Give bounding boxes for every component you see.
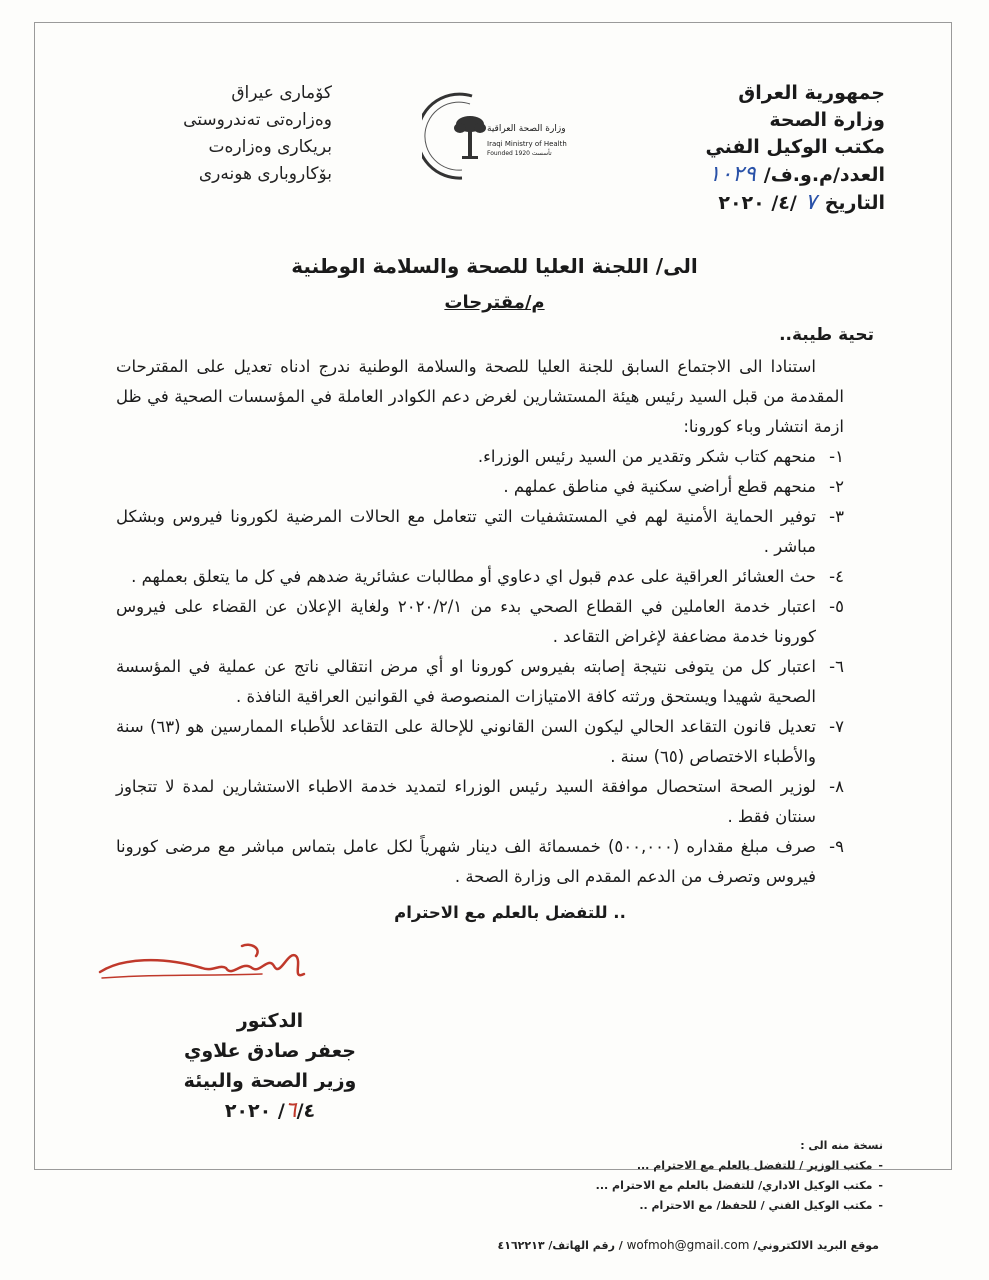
signer-date-rest: /٤/ ٢٠٢٠ bbox=[224, 1100, 316, 1122]
list-item-number: ٤- bbox=[829, 567, 844, 586]
list-item-number: ٣- bbox=[829, 507, 844, 526]
ministry-logo bbox=[422, 86, 582, 186]
cc-row bbox=[363, 1176, 883, 1196]
list-item-text: توفير الحماية الأمنية لهم في المستشفيات التي تتعامل مع الحالات المرضية لكورونا فيروس وبشكل مباشر . bbox=[116, 507, 816, 556]
signer-date-day-handwritten: ٦ bbox=[284, 1098, 297, 1123]
reference-number-label: العدد/م.و.ف/ bbox=[763, 164, 885, 186]
letter-body bbox=[116, 320, 874, 928]
cc-dash: - bbox=[878, 1159, 883, 1172]
list-item-text: منحهم كتاب شكر وتقدير من السيد رئيس الوزراء. bbox=[477, 447, 816, 466]
cc-text: مكتب الوكيل الفني / للحفظ/ مع الاحترام .. bbox=[639, 1199, 873, 1212]
signer-name: جعفر صادق علاوي bbox=[183, 1040, 356, 1062]
list-item-text: اعتبار خدمة العاملين في القطاع الصحي بدء من ٢٠٢٠/٢/١ ولغاية الإعلان عن القضاء على فيروس كورونا خدمة مضاعفة لإغراض التقاعد . bbox=[116, 597, 816, 646]
reference-number-line bbox=[555, 161, 885, 189]
list-item-number: ٦- bbox=[829, 657, 844, 676]
list-item-text: اعتبار كل من يتوفى نتيجة إصابته بفيروس كورونا او أي مرض انتقالي ناتج عن عملية في المؤسسة الصحية شهيدا ويستحق ورثته كافة الامتيازات المنصوصة في القوانين العراقية النافذة . bbox=[116, 657, 816, 706]
list-item-number: ٥- bbox=[829, 597, 844, 616]
reference-number-handwritten: ١٠٢٩ bbox=[708, 162, 756, 187]
letter-subject: م/مقترحات bbox=[444, 292, 545, 313]
list-item-text: لوزير الصحة استحصال موافقة السيد رئيس الوزراء لتمديد خدمة الاطباء الاستشارين لمدة لا تتجاوز سنتان فقط . bbox=[116, 777, 816, 826]
cc-row bbox=[363, 1156, 883, 1176]
header-date-label: التاريخ bbox=[824, 192, 885, 214]
list-item-text: صرف مبلغ مقداره (٥٠٠,٠٠٠) خمسمائة الف دينار شهرياً لكل عامل بتماس مباشر مع مرضى كورونا فيروس وتصرف من الدعم المقدم الى وزارة الصحة . bbox=[116, 837, 816, 886]
list-item bbox=[116, 772, 844, 832]
list-item-number: ١- bbox=[829, 447, 844, 466]
list-item-text: تعديل قانون التقاعد الحالي ليكون السن القانوني للإحالة على التقاعد للأطباء الممارسين هو (٦٣) سنة والأطباء الاختصاص (٦٥) سنة . bbox=[116, 717, 816, 766]
footer-contact bbox=[498, 1238, 879, 1252]
header-left-line-3: بریکاری وەزارەت bbox=[208, 137, 332, 157]
list-item-number: ٧- bbox=[829, 717, 844, 736]
list-item-text: منحهم قطع أراضي سكنية في مناطق عملهم . bbox=[503, 477, 816, 496]
cc-list bbox=[363, 1136, 883, 1216]
list-item-number: ٨- bbox=[829, 777, 844, 796]
closing-line: .. للتفضل بالعلم مع الاحترام bbox=[394, 903, 626, 922]
list-item bbox=[116, 562, 844, 592]
list-item-number: ٩- bbox=[829, 837, 844, 856]
footer-phone: ٤١٦٢٢١٣ bbox=[497, 1239, 545, 1252]
logo-founded-text: Founded 1920 تأسست bbox=[487, 150, 552, 157]
list-item bbox=[116, 442, 844, 472]
list-item-number: ٢- bbox=[829, 477, 844, 496]
list-item bbox=[116, 652, 844, 712]
list-item-text: حث العشائر العراقية على عدم قبول اي دعاوي أو مطالبات عشائرية ضدهم في كل ما يتعلق بعملهم . bbox=[131, 567, 816, 586]
list-item bbox=[116, 592, 844, 652]
list-item bbox=[116, 712, 844, 772]
footer-email-label: موقع البريد الالكتروني/ bbox=[753, 1239, 879, 1252]
signer-title: الدكتور bbox=[236, 1010, 304, 1032]
cc-dash: - bbox=[878, 1199, 883, 1212]
logo-arabic-text: وزارة الصحة العراقية bbox=[487, 124, 566, 134]
cc-text: مكتب الوكيل الاداري/ للتفضل بالعلم مع الاحترام ... bbox=[595, 1179, 873, 1192]
signer-block bbox=[140, 1006, 400, 1126]
header-left-line-4: بۆکاروباری هونەری bbox=[198, 164, 332, 184]
list-item bbox=[116, 832, 844, 892]
logo-english-text: Iraqi Ministry of Health bbox=[487, 140, 567, 148]
cc-text: مكتب الوزير / للتفضل بالعلم مع الاحترام ... bbox=[636, 1159, 873, 1172]
header-left-line-1: كۆماری عیراق bbox=[231, 83, 332, 103]
header-date-rest: /٤/ ٢٠٢٠ bbox=[718, 192, 797, 214]
greeting: تحية طيبة.. bbox=[779, 325, 874, 345]
list-item bbox=[116, 502, 844, 562]
cc-dash: - bbox=[878, 1179, 883, 1192]
header-office: مكتب الوكيل الفني bbox=[705, 136, 885, 158]
letter-addressee: الى/ اللجنة العليا للصحة والسلامة الوطنية bbox=[291, 254, 698, 278]
cc-heading: نسخة منه الى : bbox=[800, 1139, 883, 1152]
header-date-day-handwritten: ٧ bbox=[804, 190, 817, 215]
list-item bbox=[116, 472, 844, 502]
footer-email[interactable]: wofmoh@gmail.com bbox=[626, 1238, 750, 1252]
footer-phone-label: / رقم الهاتف/ bbox=[548, 1239, 623, 1252]
header-ministry: وزارة الصحة bbox=[769, 109, 885, 131]
header-left-line-2: وەزارەتی تەندروستی bbox=[183, 110, 332, 130]
header-right bbox=[555, 80, 885, 217]
header-country: جمهورية العراق bbox=[738, 82, 885, 104]
header-left bbox=[112, 80, 332, 188]
intro-paragraph: استنادا الى الاجتماع السابق للجنة العليا للصحة والسلامة الوطنية ندرج ادناه تعديل على المقترحات المقدمة من قبل السيد رئيس هيئة المستشارين لغرض دعم الكوادر العاملة في المؤسسات الصحية في ظل ازمة انتشار وباء كورونا: bbox=[116, 357, 844, 436]
signer-position: وزير الصحة والبيئة bbox=[183, 1070, 357, 1092]
header-date-line bbox=[555, 189, 885, 217]
signer-date bbox=[140, 1096, 400, 1126]
handwritten-signature bbox=[92, 938, 332, 998]
cc-row bbox=[363, 1196, 883, 1216]
